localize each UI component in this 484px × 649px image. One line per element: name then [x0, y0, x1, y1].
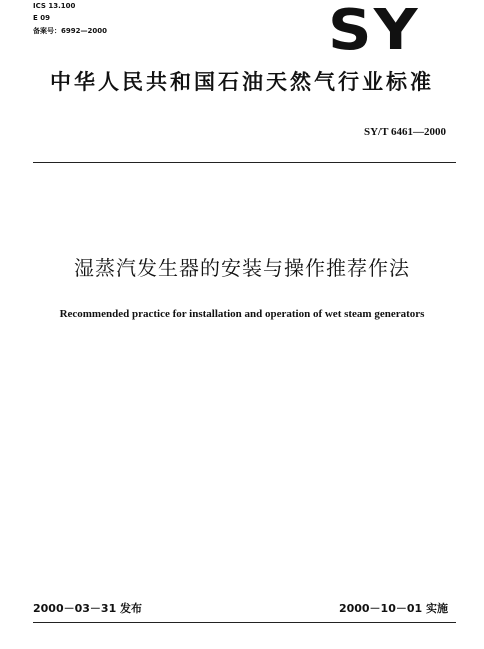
standard-number: SY/T 6461—2000: [363, 126, 446, 138]
registration-number: 备案号：6992—2000: [33, 27, 107, 35]
implementation-date: 2000－10－01 实施: [338, 602, 448, 615]
document-title-english: Recommended practice for installation and operation of wet steam generators: [59, 308, 425, 320]
issue-date: 2000－03－31 发布: [33, 602, 143, 615]
bottom-divider: [33, 622, 456, 623]
ics-code: ICS 13.100: [33, 2, 76, 10]
classification-code: E 09: [33, 14, 50, 22]
sy-logo: SY: [328, 0, 420, 63]
top-divider: [33, 162, 456, 163]
industry-standard-heading: 中华人民共和国石油天然气行业标准: [50, 70, 434, 94]
document-title-chinese: 湿蒸汽发生器的安装与操作推荐作法: [74, 256, 410, 280]
